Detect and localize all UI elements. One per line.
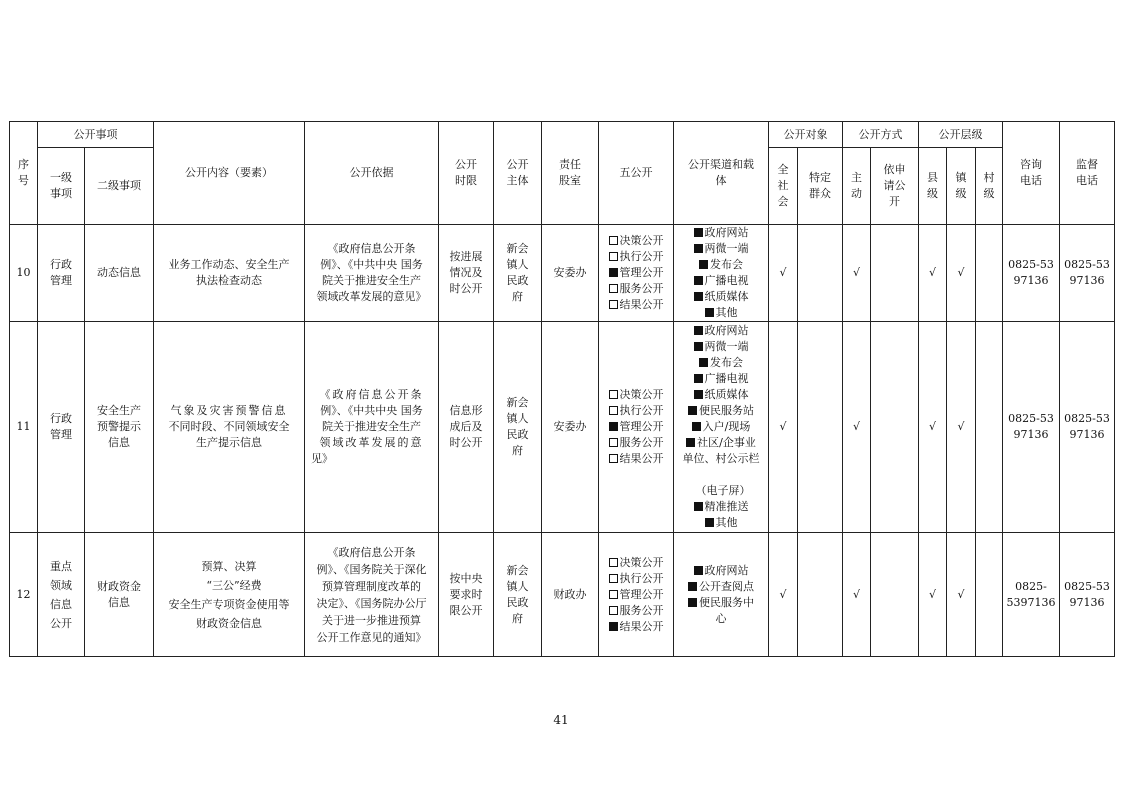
- filled-square-icon: [694, 374, 703, 383]
- header-all-society-text: 全社会: [777, 163, 789, 208]
- header-subject-text: 公开主体: [506, 158, 529, 187]
- header-all-society: [769, 148, 798, 225]
- header-county: [919, 148, 947, 225]
- row-active: √: [843, 533, 871, 657]
- channel-label: 便民服务中: [699, 595, 754, 609]
- five-item: [599, 403, 673, 419]
- five-label: 管理公开: [619, 587, 664, 601]
- filled-square-icon: [688, 406, 697, 415]
- header-channel-text: 公开渠道和载体: [688, 158, 754, 187]
- row-specific: [798, 225, 843, 322]
- header-mode-group: 公开方式: [843, 122, 919, 148]
- line: 领域改革发展的意见》: [316, 290, 427, 303]
- line: 按进展: [449, 250, 483, 263]
- line: 《政府信息公开条: [327, 545, 416, 559]
- header-level2: [85, 148, 154, 225]
- row-county: √: [919, 225, 947, 322]
- five-item: [599, 265, 673, 281]
- line: 见》: [311, 452, 333, 465]
- header-active: [843, 148, 871, 225]
- header-consult: [1003, 122, 1060, 225]
- row-county: √: [919, 533, 947, 657]
- line: 财政资金信息: [196, 616, 262, 630]
- checkbox-empty-icon: [609, 252, 618, 261]
- line: 新会: [506, 396, 529, 409]
- channel-label: 精准推送: [704, 500, 749, 513]
- header-office-text: 责任股室: [559, 158, 581, 187]
- line: 公开工作意见的通知》: [316, 630, 427, 644]
- line: 管理: [50, 274, 72, 287]
- checkbox-filled-icon: [609, 422, 618, 431]
- line: 关于进一步推进预算: [322, 613, 421, 627]
- line: 新会: [506, 563, 529, 577]
- channel-label: 纸质媒体: [704, 388, 749, 401]
- header-time-limit: [439, 122, 494, 225]
- line: 民政: [506, 274, 529, 287]
- line: 时公开: [449, 282, 483, 295]
- channel-label: 便民服务站: [699, 404, 754, 417]
- header-active-text: 主动: [851, 171, 862, 200]
- row-consult: [1003, 322, 1060, 533]
- row-consult: [1003, 225, 1060, 322]
- line: 情况及: [449, 266, 483, 279]
- filled-square-icon: [694, 390, 703, 399]
- row-apply: [871, 322, 919, 533]
- line: 信息: [108, 595, 130, 609]
- channel-label: 政府网站: [704, 324, 749, 337]
- channel-item: [674, 387, 768, 403]
- row-content: [154, 322, 305, 533]
- channel-label: 公开查阅点: [699, 579, 754, 593]
- header-subject: [494, 122, 542, 225]
- five-label: 管理公开: [619, 420, 664, 433]
- five-label: 结果公开: [619, 298, 664, 311]
- five-label: 结果公开: [619, 619, 664, 633]
- line: 动态信息: [97, 266, 141, 279]
- checkbox-filled-icon: [609, 622, 618, 631]
- row-seq: 10: [10, 225, 38, 322]
- channel-item: [674, 435, 768, 451]
- row-five-checklist: [599, 322, 674, 533]
- channel-item: [674, 499, 768, 515]
- line: 业务工作动态、安全生产: [168, 258, 290, 271]
- channel-item: [674, 371, 768, 387]
- line: 0825-53: [1008, 412, 1054, 425]
- channel-label: 两微一端: [704, 242, 749, 255]
- row-all-society: √: [769, 225, 798, 322]
- filled-square-icon: [694, 292, 703, 301]
- filled-square-icon: [699, 260, 708, 269]
- five-label: 管理公开: [619, 266, 664, 279]
- row-content: [154, 533, 305, 657]
- header-supervise-text: 监督电话: [1076, 158, 1098, 187]
- table-row: [10, 533, 1115, 657]
- channel-label: 入户/现场: [702, 420, 751, 433]
- line: 预算管理制度改革的: [322, 579, 421, 593]
- header-basis: 公开依据: [305, 122, 439, 225]
- row-town: √: [947, 322, 976, 533]
- five-label: 服务公开: [619, 282, 664, 295]
- row-level2: [85, 225, 154, 322]
- row-active: √: [843, 322, 871, 533]
- row-subject: [494, 533, 542, 657]
- channel-label: 发布会: [710, 356, 743, 369]
- disclosure-table: [9, 121, 1115, 657]
- line: 《政府信息公开条: [327, 242, 416, 255]
- row-supervise: [1060, 533, 1115, 657]
- filled-square-icon: [705, 308, 714, 317]
- five-label: 执行公开: [619, 250, 664, 263]
- line: 气象及灾害预警信息: [170, 404, 288, 417]
- five-item: [599, 603, 673, 619]
- filled-square-icon: [694, 502, 703, 511]
- row-village: [976, 533, 1003, 657]
- line: 0825-53: [1008, 258, 1054, 271]
- five-label: 决策公开: [619, 555, 664, 569]
- filled-square-icon: [705, 518, 714, 527]
- row-basis: [305, 533, 439, 657]
- row-channels: [674, 322, 769, 533]
- filled-square-icon: [694, 244, 703, 253]
- channel-item: [674, 257, 768, 273]
- line: 5397136: [1006, 595, 1056, 609]
- header-five: 五公开: [599, 122, 674, 225]
- five-label: 结果公开: [619, 452, 664, 465]
- checkbox-empty-icon: [609, 454, 618, 463]
- header-seq: [10, 122, 38, 225]
- line: 《政府信息公开条: [319, 388, 424, 401]
- row-specific: [798, 322, 843, 533]
- line: 府: [512, 290, 523, 303]
- table-row: [10, 225, 1115, 322]
- five-item: [599, 297, 673, 313]
- header-specific-text: 特定群众: [809, 171, 831, 200]
- line: 安全生产: [97, 404, 141, 417]
- line: 民政: [506, 428, 529, 441]
- row-seq: 11: [10, 322, 38, 533]
- row-level1: [38, 322, 85, 533]
- header-apply: [871, 148, 919, 225]
- line: 府: [512, 611, 523, 625]
- line: 成后及: [449, 420, 483, 433]
- checkbox-empty-icon: [609, 406, 618, 415]
- channel-item: [674, 241, 768, 257]
- row-time-limit: [439, 322, 494, 533]
- line: 行政: [50, 412, 72, 425]
- header-consult-text: 咨询电话: [1020, 158, 1042, 187]
- row-town: √: [947, 225, 976, 322]
- line: 97136: [1069, 428, 1105, 441]
- checkbox-empty-icon: [609, 236, 618, 245]
- line: 0825-: [1015, 579, 1047, 593]
- filled-square-icon: [694, 342, 703, 351]
- header-channel: [674, 122, 769, 225]
- line: 97136: [1013, 428, 1049, 441]
- row-office: 财政办: [542, 533, 599, 657]
- five-label: 决策公开: [619, 234, 664, 247]
- channel-item: [674, 419, 768, 435]
- line: 97136: [1069, 274, 1105, 287]
- checkbox-empty-icon: [609, 300, 618, 309]
- header-level-group: 公开层级: [919, 122, 1003, 148]
- header-level2-text: 二级事项: [97, 179, 141, 192]
- filled-square-icon: [688, 598, 697, 607]
- five-item: [599, 387, 673, 403]
- filled-square-icon: [694, 326, 703, 335]
- five-item: [599, 233, 673, 249]
- page-number: 41: [553, 713, 569, 727]
- line: 安全生产专项资金使用等: [168, 597, 290, 611]
- five-item: [599, 571, 673, 587]
- checkbox-empty-icon: [609, 590, 618, 599]
- five-label: 服务公开: [619, 603, 664, 617]
- filled-square-icon: [699, 358, 708, 367]
- row-five-checklist: [599, 533, 674, 657]
- header-supervise: [1060, 122, 1115, 225]
- header-apply-text: 依申请公开: [883, 163, 906, 208]
- filled-square-icon: [694, 276, 703, 285]
- row-supervise: [1060, 322, 1115, 533]
- row-basis: [305, 225, 439, 322]
- row-specific: [798, 533, 843, 657]
- line: 领域改革发展的意: [319, 436, 424, 449]
- header-village: [976, 148, 1003, 225]
- line: 0825-53: [1064, 258, 1110, 271]
- header-level1: [38, 148, 85, 225]
- five-label: 服务公开: [619, 436, 664, 449]
- header-county-text: 县级: [927, 171, 938, 200]
- row-office: 安委办: [542, 225, 599, 322]
- header-town: [947, 148, 976, 225]
- row-subject: [494, 322, 542, 533]
- channel-continuation: 心: [715, 611, 727, 625]
- row-apply: [871, 533, 919, 657]
- row-office: 安委办: [542, 322, 599, 533]
- row-subject: [494, 225, 542, 322]
- row-time-limit: [439, 533, 494, 657]
- row-channels: [674, 533, 769, 657]
- line: 97136: [1069, 595, 1105, 609]
- header-seq-text: 序号: [18, 158, 29, 187]
- line: 重点: [50, 559, 72, 573]
- header-items-group: 公开事项: [38, 122, 154, 148]
- channel-label: 政府网站: [704, 226, 749, 239]
- line: 信息形: [449, 404, 483, 417]
- header-time-limit-text: 公开时限: [455, 158, 477, 187]
- line: 决定》、《国务院办公厅: [316, 596, 427, 610]
- line: 不同时段、不同领域安全: [168, 420, 290, 433]
- line: 按中央: [449, 571, 483, 585]
- line: 管理: [50, 428, 72, 441]
- line: 0825-53: [1064, 412, 1110, 425]
- channel-item: [674, 305, 768, 321]
- row-level2: [85, 322, 154, 533]
- five-item: [599, 619, 673, 635]
- line: 97136: [1013, 274, 1049, 287]
- line: 行政: [50, 258, 72, 271]
- header-level1-text: 一级事项: [50, 171, 72, 200]
- header-office: [542, 122, 599, 225]
- line: 信息: [50, 597, 72, 611]
- line: 要求时: [449, 587, 483, 601]
- checkbox-empty-icon: [609, 438, 618, 447]
- line: 民政: [506, 595, 529, 609]
- line: 财政资金: [97, 579, 141, 593]
- checkbox-empty-icon: [609, 606, 618, 615]
- channel-item: [674, 323, 768, 339]
- channel-label: 社区/企事业: [697, 436, 756, 449]
- channel-item: [674, 273, 768, 289]
- channel-item: [674, 289, 768, 305]
- line: 院关于推进安全生产: [322, 274, 421, 287]
- line: 生产提示信息: [196, 436, 262, 449]
- table-row: [10, 322, 1115, 533]
- channel-label: 其他: [715, 306, 738, 319]
- header-content: 公开内容（要素）: [154, 122, 305, 225]
- line: 限公开: [449, 603, 483, 617]
- header-village-text: 村级: [983, 171, 995, 200]
- five-label: 执行公开: [619, 404, 664, 417]
- channel-item: [674, 403, 768, 419]
- line: 新会: [506, 242, 529, 255]
- row-village: [976, 225, 1003, 322]
- channel-label: 广播电视: [704, 372, 749, 385]
- five-label: 决策公开: [619, 388, 664, 401]
- row-level2: [85, 533, 154, 657]
- channel-label: 政府网站: [704, 563, 749, 577]
- channel-item: [674, 515, 768, 531]
- checkbox-empty-icon: [609, 574, 618, 583]
- row-content: [154, 225, 305, 322]
- line: 执法检查动态: [196, 274, 262, 287]
- checkbox-filled-icon: [609, 268, 618, 277]
- line: 镇人: [506, 258, 529, 271]
- five-item: [599, 419, 673, 435]
- channel-blank-line: [674, 467, 768, 483]
- filled-square-icon: [692, 422, 701, 431]
- line: “三公”经费: [206, 578, 262, 592]
- line: 例》、《中共中央 国务: [320, 258, 423, 271]
- five-item: [599, 435, 673, 451]
- checkbox-empty-icon: [609, 284, 618, 293]
- channel-label: 广播电视: [704, 274, 749, 287]
- row-county: √: [919, 322, 947, 533]
- checkbox-empty-icon: [609, 558, 618, 567]
- line: 0825-53: [1064, 579, 1110, 593]
- channel-item: [674, 225, 768, 241]
- line: 府: [512, 444, 523, 457]
- line: 预算、决算: [201, 559, 257, 573]
- row-time-limit: [439, 225, 494, 322]
- header-specific: [798, 148, 843, 225]
- five-item: [599, 555, 673, 571]
- line: 例》、《中共中央 国务: [320, 404, 423, 417]
- row-seq: 12: [10, 533, 38, 657]
- row-channels: [674, 225, 769, 322]
- row-town: √: [947, 533, 976, 657]
- row-level1: [38, 225, 85, 322]
- row-supervise: [1060, 225, 1115, 322]
- five-item: [599, 281, 673, 297]
- row-basis: [305, 322, 439, 533]
- channel-label: 纸质媒体: [704, 290, 749, 303]
- row-all-society: √: [769, 533, 798, 657]
- five-item: [599, 249, 673, 265]
- filled-square-icon: [688, 582, 697, 591]
- channel-item: [674, 563, 768, 579]
- line: 领域: [50, 578, 72, 592]
- header-target-group: 公开对象: [769, 122, 843, 148]
- row-five-checklist: [599, 225, 674, 322]
- filled-square-icon: [694, 566, 703, 575]
- channel-item: [674, 355, 768, 371]
- header-town-text: 镇级: [955, 171, 967, 200]
- filled-square-icon: [686, 438, 695, 447]
- five-item: [599, 451, 673, 467]
- channel-item: [674, 595, 768, 611]
- five-label: 执行公开: [619, 571, 664, 585]
- line: 预警提示: [97, 420, 141, 433]
- channel-label: 发布会: [710, 258, 743, 271]
- line: 时公开: [449, 436, 483, 449]
- row-apply: [871, 225, 919, 322]
- line: 镇人: [506, 412, 529, 425]
- channel-continuation: 单位、村公示栏: [682, 452, 760, 465]
- row-village: [976, 322, 1003, 533]
- channel-label: 两微一端: [704, 340, 749, 353]
- checkbox-empty-icon: [609, 390, 618, 399]
- row-consult: [1003, 533, 1060, 657]
- line: 镇人: [506, 579, 529, 593]
- row-level1: [38, 533, 85, 657]
- channel-label: 其他: [715, 516, 738, 529]
- five-item: [599, 587, 673, 603]
- channel-item: [674, 579, 768, 595]
- line: 公开: [50, 616, 72, 630]
- row-all-society: √: [769, 322, 798, 533]
- row-active: √: [843, 225, 871, 322]
- line: 院关于推进安全生产: [322, 420, 421, 433]
- line: 例》、《国务院关于深化: [316, 562, 427, 576]
- channel-item: [674, 339, 768, 355]
- filled-square-icon: [694, 228, 703, 237]
- line: 信息: [108, 436, 130, 449]
- channel-continuation: （电子屏）: [695, 484, 751, 497]
